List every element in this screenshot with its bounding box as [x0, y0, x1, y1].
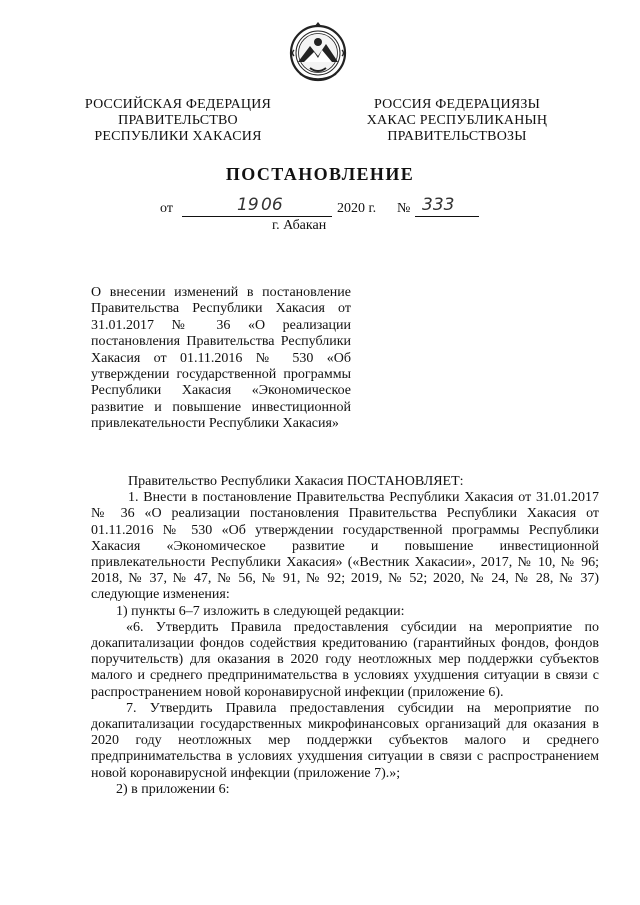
document-title: ПОСТАНОВЛЕНИЕ: [225, 164, 415, 184]
header-left-block: [78, 97, 278, 145]
body-paragraph-item-1: 1. Внести в постановление Правительства Республики Хакасия от 31.01.2017 № 36 «О реализации постановления Правительства Республики Хакасия от 01.11.2016 № 530 «Об утверждении государственной программы Республики Хакасия «Экономическое развитие и повышение инвестиционной привлекательности Республики Хакасия» («Вестник Хакасии», 2017, № 10, № 96; 2018, № 37, № 47, № 56, № 91, № 92; 2019, № 52; 2020, № 24, № 28, № 37) следующие изменения:: [91, 490, 599, 603]
date-month-handwritten: 06: [261, 195, 283, 215]
date-day-handwritten: 19: [237, 195, 259, 215]
body-paragraph-clause-7: 7. Утвердить Правила предоставления субсидии на мероприятие по докапитализации государственных микрофинансовых организаций для оказания в 2020 году неотложных мер поддержки субъектов малого и среднего предпринимательства в условиях ухудшения ситуации в связи с распространением новой коронавирусной инфекции (приложение 7).»;: [91, 700, 599, 781]
header-left-line: ПРАВИТЕЛЬСТВО: [118, 113, 238, 128]
city-label: г. Абакан: [272, 218, 327, 233]
subject-block: О внесении изменений в постановление Правительства Республики Хакасия от 31.01.2017 № 36 «О реализации постановления Правительства Республики Хакасия от 01.11.2016 № 530 «Об утверждении государственной программы Республики Хакасия «Экономическое развитие и повышение инвестиционной привлекательности Республики Хакасия»: [91, 285, 351, 432]
date-prefix: от: [160, 201, 173, 216]
date-year: 2020 г.: [337, 201, 377, 216]
number-label: №: [397, 201, 411, 216]
header-left-line: РЕСПУБЛИКИ ХАКАСИЯ: [94, 129, 262, 144]
header-right-line: ПРАВИТЕЛЬСТВОЗЫ: [387, 129, 527, 144]
body-text: [91, 474, 599, 798]
date-line: [160, 195, 500, 219]
body-paragraph-clause-6: «6. Утвердить Правила предоставления субсидии на мероприятие по докапитализации фондов содействия кредитованию (гарантийных фондов, фондов поручительств) для оказания в 2020 году неотложных мер поддержки субъектов малого и среднего предпринимательства в условиях ухудшения ситуации в связи с распространением новой коронавирусной инфекции (приложение 6).: [91, 619, 599, 700]
date-underline: [182, 216, 332, 217]
header-right-block: [362, 97, 552, 145]
header-right-line: ХАКАС РЕСПУБЛИКАНЫҢ: [366, 113, 548, 128]
header-right-line: РОССИЯ ФЕДЕРАЦИЯЗЫ: [373, 97, 541, 112]
number-underline: [415, 216, 479, 217]
body-paragraph-subitem-1: 1) пункты 6–7 изложить в следующей редакции:: [116, 603, 405, 619]
coat-of-arms-emblem: [288, 22, 348, 82]
body-paragraph-subitem-2: 2) в приложении 6:: [116, 781, 230, 797]
body-paragraph-intro: Правительство Республики Хакасия ПОСТАНОВЛЯЕТ:: [128, 474, 464, 489]
header-left-line: РОССИЙСКАЯ ФЕДЕРАЦИЯ: [84, 97, 272, 112]
document-number-handwritten: 333: [422, 195, 455, 215]
